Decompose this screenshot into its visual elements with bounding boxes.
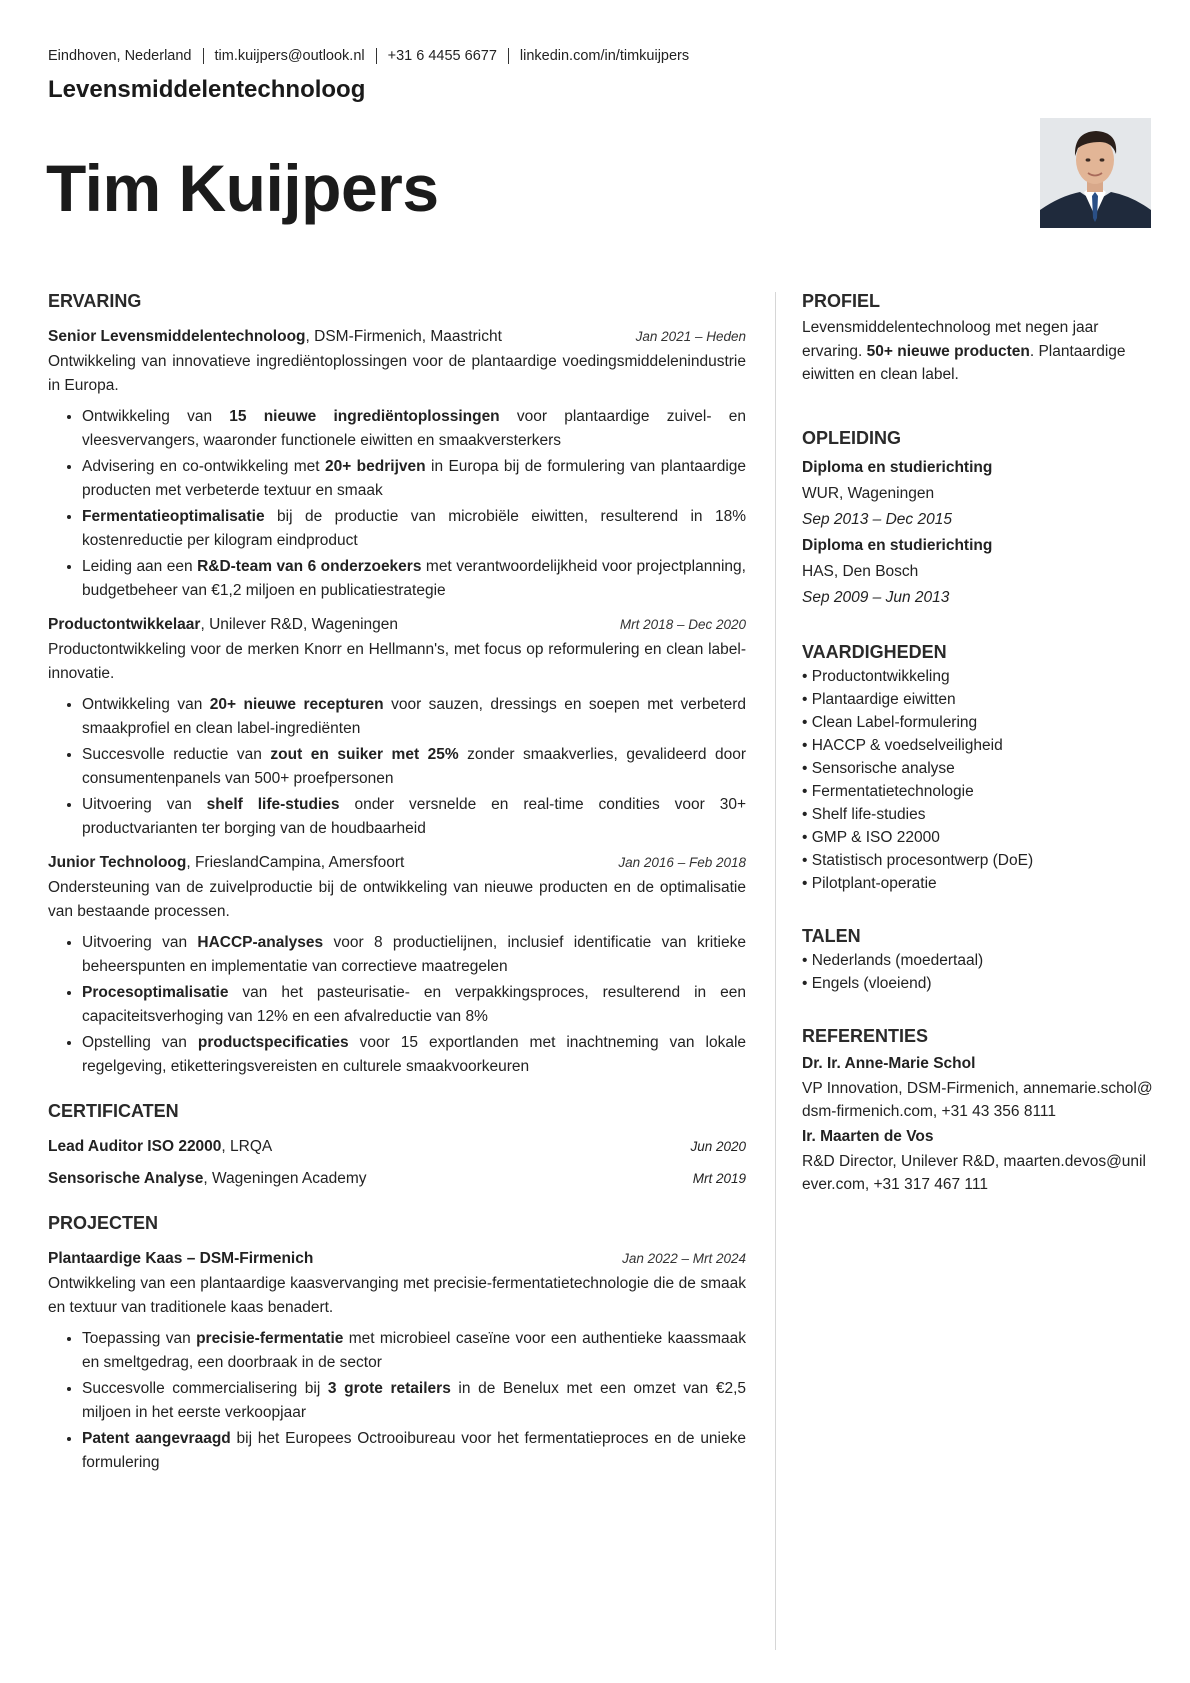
project-date: Jan 2022 – Mrt 2024 [622,1251,746,1266]
entry-role: Senior Levensmiddelentechnoloog [48,328,306,345]
contact-bar [48,48,689,64]
certificate-entry [48,1136,746,1158]
experience-entry [48,852,746,1078]
profile-section [802,290,1154,387]
project-entry [48,1248,746,1474]
entry-header [48,326,746,348]
languages-heading: TALEN [802,925,861,946]
bullet-item: • Uitvoering van shelf life-studies onder versnelde en real-time condities voor 30+ productvarianten ter borging van de houdbaarheid [82,793,746,840]
skill-item: • Shelf life-studies [802,803,1154,826]
education-school: HAS, Den Bosch [802,562,919,580]
education-date: Sep 2009 – Jun 2013 [802,588,950,606]
entry-org: , DSM-Firmenich, Maastricht [305,328,502,345]
certificate-date: Mrt 2019 [692,1171,746,1186]
education-date: Sep 2013 – Dec 2015 [802,510,952,528]
project-name: Plantaardige Kaas – DSM-Firmenich [48,1250,314,1267]
education-degree: Diploma en studierichting [802,536,993,554]
skill-item: • Productontwikkeling [802,665,1154,688]
bullet-item: • Advisering en co-ontwikkeling met 20+ bedrijven in Europa bij de formulering van plantaardige producten met verbeterde textuur en smaak [82,455,746,502]
bullet-item: • Toepassing van precisie-fermentatie met microbieel caseïne voor een authentieke kaassmaak en smeltgedrag, een doorbraak in de sector [82,1327,746,1374]
skills-section [802,641,1154,895]
skill-item: • Fermentatietechnologie [802,780,1154,803]
reference-detail: VP Innovation, DSM-Firmenich, annemarie.schol@dsm-firmenich.com, +31 43 356 8111 [802,1079,1153,1120]
certificate-name: Sensorische Analyse [48,1170,204,1187]
bullet-list [48,405,746,602]
separator [203,48,204,64]
experience-entry [48,326,746,602]
certificates-heading: CERTIFICATEN [48,1101,179,1121]
bullet-list [48,931,746,1078]
entry-org: , FrieslandCampina, Amersfoort [186,854,405,871]
languages-list [802,949,1154,995]
experience-heading: ERVARING [48,291,142,311]
separator [508,48,509,64]
certificate-entry [48,1168,746,1190]
bullet-item: • Leiding aan een R&D-team van 6 onderzoekers met verantwoordelijkheid voor projectplanning, budgetbeheer van €1,2 miljoen en publicatiestrategie [82,555,746,602]
entry-role: Productontwikkelaar [48,616,201,633]
candidate-name: Tim Kuijpers [46,151,439,225]
profile-text: Levensmiddelentechnoloog met negen jaar ervaring. 50+ nieuwe producten. Plantaardige eiwitten en clean label. [802,319,1126,383]
reference-detail: R&D Director, Unilever R&D, maarten.devos@unilever.com, +31 317 467 111 [802,1152,1146,1193]
column-divider [775,292,776,1650]
education-degree: Diploma en studierichting [802,458,993,476]
skill-item: • HACCP & voedselveiligheid [802,734,1154,757]
projects-heading: PROJECTEN [48,1213,159,1233]
bullet-item: • Uitvoering van HACCP-analyses voor 8 productielijnen, inclusief identificatie van kritieke beheerspunten en implementatie van correctieve maatregelen [82,931,746,978]
bullet-item: • Ontwikkeling van 20+ nieuwe recepturen voor sauzen, dressings en soepen met verbeterd smaakprofiel en clean label-ingrediënten [82,693,746,740]
entry-description: Productontwikkeling voor de merken Knorr en Hellmann's, met focus op reformulering en clean label-innovatie. [48,641,746,682]
profile-heading: PROFIEL [802,291,881,311]
entry-role: Junior Technoloog [48,854,187,871]
skill-item: • GMP & ISO 22000 [802,826,1154,849]
bullet-item: • Ontwikkeling van 15 nieuwe ingrediëntoplossingen voor plantaardige zuivel- en vleesvervangers, waaronder functionele eiwitten en smaakversterkers [82,405,746,452]
bullet-list [48,1327,746,1474]
bullet-list [48,693,746,840]
skill-item: • Statistisch procesontwerp (DoE) [802,849,1154,872]
bullet-item: • Fermentatieoptimalisatie bij de productie van microbiële eiwitten, resulterend in 18% kostenreductie per kilogram eindproduct [82,505,746,552]
entry-header [48,1248,746,1270]
skill-item: • Clean Label-formulering [802,711,1154,734]
email-link[interactable]: tim.kuijpers@outlook.nl [214,48,365,64]
language-item: • Engels (vloeiend) [802,972,1154,995]
reference-name: Ir. Maarten de Vos [802,1127,934,1145]
references-section [802,1025,1154,1197]
entry-date: Mrt 2018 – Dec 2020 [619,617,746,632]
languages-section [802,925,1154,995]
entry-description: Ondersteuning van de zuivelproductie bij de ontwikkeling van nieuwe producten en de optimalisatie van bestaande processen. [48,879,746,920]
bullet-item: • Patent aangevraagd bij het Europees Octrooibureau voor het fermentatieproces en de unieke formulering [82,1427,746,1474]
main-column [48,290,746,1486]
reference-name: Dr. Ir. Anne-Marie Schol [802,1054,976,1072]
education-school: WUR, Wageningen [802,484,935,502]
project-description: Ontwikkeling van een plantaardige kaasvervanging met precisie-fermentatietechnologie die de smaak en textuur van traditionele kaas benadert. [48,1275,746,1316]
portrait-icon [1040,118,1151,228]
linkedin-link[interactable]: linkedin.com/in/timkuijpers [519,48,690,64]
certificate-org: , LRQA [221,1138,273,1155]
side-column [802,290,1154,1223]
skill-item: • Sensorische analyse [802,757,1154,780]
certificate-date: Jun 2020 [690,1139,746,1154]
entry-header [48,614,746,636]
separator [376,48,377,64]
entry-date: Jan 2016 – Feb 2018 [618,855,746,870]
job-title: Levensmiddelentechnoloog [48,76,366,103]
entry-description: Ontwikkeling van innovatieve ingrediëntoplossingen voor de plantaardige voedingsmiddelenindustrie in Europa. [48,353,746,394]
education-section [802,427,1154,611]
references-heading: REFERENTIES [802,1025,929,1046]
bullet-item: • Succesvolle reductie van zout en suiker met 25% zonder smaakverlies, gevalideerd door consumentenpanels van 500+ proefpersonen [82,743,746,790]
entry-date: Jan 2021 – Heden [635,329,746,344]
bullet-item: • Procesoptimalisatie van het pasteurisatie- en verpakkingsproces, resulterend in een capaciteitsverhoging van 12% en een afvalreductie van 8% [82,981,746,1028]
portrait-photo [1040,118,1151,228]
skill-item: • Plantaardige eiwitten [802,688,1154,711]
skills-heading: VAARDIGHEDEN [802,641,947,662]
entry-header [48,852,746,874]
experience-entry [48,614,746,840]
location-text: Eindhoven, Nederland [48,48,192,64]
entry-org: , Unilever R&D, Wageningen [200,616,399,633]
bullet-item: • Succesvolle commercialisering bij 3 grote retailers in de Benelux met een omzet van €2,5 miljoen in het eerste verkoopjaar [82,1377,746,1424]
skills-list [802,665,1154,895]
language-item: • Nederlands (moedertaal) [802,949,1154,972]
certificate-name: Lead Auditor ISO 22000 [48,1138,222,1155]
bullet-item: • Opstelling van productspecificaties voor 15 exportlanden met inachtneming van lokale regelgeving, etiketteringsvereisten en culturele smaakvoorkeuren [82,1031,746,1078]
phone-text: +31 6 4455 6677 [387,48,497,64]
education-heading: OPLEIDING [802,427,902,448]
certificate-org: , Wageningen Academy [203,1170,367,1187]
skill-item: • Pilotplant-operatie [802,872,1154,895]
